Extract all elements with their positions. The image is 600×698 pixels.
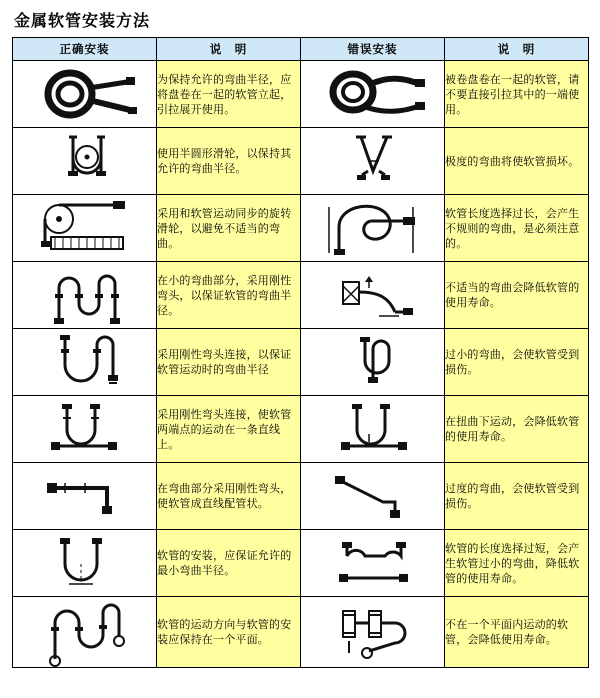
figure-cell-correct <box>13 262 157 329</box>
description-cell-wrong: 在扭曲下运动，会降低软管的使用寿命。 <box>445 396 589 463</box>
description-cell-wrong: 软管的长度选择过短，会产生软管过小的弯曲，降低软管的使用寿命。 <box>445 530 589 597</box>
figure-cell-wrong <box>301 463 445 530</box>
description-cell-correct: 采用和软管运动同步的旋转滑轮，以避免不适当的弯曲。 <box>157 195 301 262</box>
table-row <box>13 597 589 668</box>
figure-cell-correct <box>13 61 157 128</box>
hose-installation-table <box>12 37 589 668</box>
long-loop-hose-icon <box>301 197 444 259</box>
too-tight-bend-icon <box>301 331 444 393</box>
description-cell-correct: 采用刚性弯头连接，以保证软管运动时的弯曲半径 <box>157 329 301 396</box>
figure-cell-correct <box>13 329 157 396</box>
table-row <box>13 329 589 396</box>
table-row <box>13 262 589 329</box>
page-title: 金属软管安装方法 <box>14 11 151 30</box>
description-cell-wrong: 过小的弯曲，会使软管受到损伤。 <box>445 329 589 396</box>
table-row <box>13 463 589 530</box>
out-of-plane-motion-icon <box>301 597 444 667</box>
description-cell-wrong: 软管长度选择过长，会产生不规则的弯曲，是必须注意的。 <box>445 195 589 262</box>
column-header-wrong-figure: 错误安装 <box>301 38 445 61</box>
description-cell-correct: 采用刚性弯头连接，使软管两端点的运动在一条直线上。 <box>157 396 301 463</box>
tangled-coiled-hose-icon <box>301 64 444 124</box>
table-header-row <box>13 38 589 61</box>
description-cell-wrong: 过度的弯曲，会使软管受到损伤。 <box>445 463 589 530</box>
column-header-correct-figure: 正确安装 <box>13 38 157 61</box>
figure-cell-correct <box>13 463 157 530</box>
figure-cell-wrong <box>301 262 445 329</box>
u-bend-pulley-icon <box>13 131 156 191</box>
over-bent-pipe-icon <box>301 468 444 524</box>
rigid-elbow-motion-icon <box>13 331 156 393</box>
column-header-correct-description: 说 明 <box>157 38 301 61</box>
figure-cell-wrong <box>301 329 445 396</box>
description-cell-correct: 为保持允许的弯曲半径，应将盘卷在一起的软管立起，引拉展开使用。 <box>157 61 301 128</box>
description-cell-correct: 软管的安装，应保证允许的最小弯曲半径。 <box>157 530 301 597</box>
min-bend-radius-icon <box>13 532 156 594</box>
figure-cell-correct <box>13 396 157 463</box>
figure-cell-wrong <box>301 396 445 463</box>
column-header-wrong-description: 说 明 <box>445 38 589 61</box>
table-row <box>13 61 589 128</box>
table-row <box>13 128 589 195</box>
same-plane-motion-icon <box>13 597 156 667</box>
improper-bend-fitting-icon <box>301 264 444 326</box>
rigid-elbow-small-bend-icon <box>13 264 156 326</box>
table-row <box>13 396 589 463</box>
description-cell-wrong: 极度的弯曲将使软管损坏。 <box>445 128 589 195</box>
figure-cell-wrong <box>301 195 445 262</box>
description-cell-wrong: 不适当的弯曲会降低软管的使用寿命。 <box>445 262 589 329</box>
description-cell-correct: 在小的弯曲部分，采用刚性弯头，以保证软管的弯曲半径。 <box>157 262 301 329</box>
figure-cell-wrong <box>301 530 445 597</box>
description-cell-correct: 使用半圆形滑轮，以保持其允许的弯曲半径。 <box>157 128 301 195</box>
table-row <box>13 530 589 597</box>
rotating-pulley-chain-icon <box>13 197 156 259</box>
description-cell-correct: 软管的运动方向与软管的安装应保持在一个平面。 <box>157 597 301 668</box>
figure-cell-wrong <box>301 61 445 128</box>
description-cell-wrong: 不在一个平面内运动的软管，会降低使用寿命。 <box>445 597 589 668</box>
twisted-bend-icon <box>301 398 444 460</box>
straight-line-motion-icon <box>13 398 156 460</box>
excess-length-bend-icon <box>301 532 444 594</box>
figure-cell-correct <box>13 128 157 195</box>
figure-cell-wrong <box>301 597 445 668</box>
figure-cell-correct <box>13 195 157 262</box>
figure-cell-correct <box>13 530 157 597</box>
figure-cell-correct <box>13 597 157 668</box>
coiled-hose-icon <box>13 64 156 124</box>
description-cell-correct: 在弯曲部分采用刚性弯头，使软管成直线配管状。 <box>157 463 301 530</box>
table-row <box>13 195 589 262</box>
figure-cell-wrong <box>301 128 445 195</box>
straight-pipe-elbow-icon <box>13 468 156 524</box>
description-cell-wrong: 被卷盘卷在一起的软管，请不要直接引拉其中的一端使用。 <box>445 61 589 128</box>
sharp-v-bend-icon <box>301 131 444 191</box>
